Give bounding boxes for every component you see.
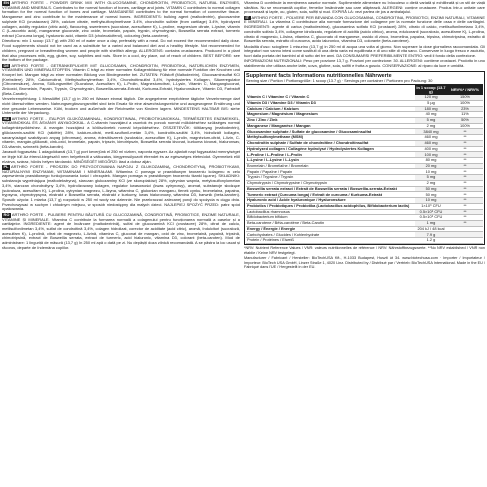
- ingredient-name: L-Proline / L-Proline / L-Prolin: [246, 152, 415, 158]
- ingredient-name: Papain / Papaïne / Papain: [246, 169, 415, 175]
- label-paragraph: [244, 59, 485, 68]
- ingredient-name: Chondroitin sulphate / Sulfate de chondroïtine / Chondroitinsulfat: [246, 140, 415, 146]
- amount-per-scoop: 2 mg: [415, 123, 447, 129]
- ingredient-name: Glucosamine sulphate / Sulfate de glucosamine / Glucosaminsulfat: [246, 129, 415, 135]
- amount-per-scoop: 7.9 g: [415, 232, 447, 238]
- language-tag: IT: [245, 14, 249, 20]
- ingredient-name: Bifidobacterium bifidum: [246, 215, 415, 221]
- supplement-facts-table: [246, 85, 483, 243]
- header-per-scoop: in 1 scoop (13.7 g): [416, 84, 446, 95]
- amount-per-scoop: 5 mg: [415, 175, 447, 181]
- nrv-percent: **: [447, 209, 483, 215]
- nrv-percent: **: [447, 135, 483, 141]
- ingredient-name: Probiotics / Probiotiques / Probiotika (Lactobacillus acidophilus, Bifidobacterium lactis): [246, 203, 415, 209]
- language-tag: PL: [3, 164, 9, 169]
- paragraph-text: ARTHRO FORTE - POWDER DRINK MIX WITH GLUCOSAMINE, CHONDROITIN, PROBIOTICS, NATURAL ENZYMES, VITAMINS AND MINERALS. Contributes to the normal function of bones, cartilage and joints. VITAMIN C contributes to normal collagen formation for the normal function of bones and cartilage. MANGANESE contributes to the normal formation of connective tissue. Manganese and zinc contribute to the maintenance of normal bones. INGREDIENTS: bulking agent (maltodextrin), glucosamine sulphate KCl (crustacean) 28%, calcium citrate, methylsulfonylmethane 3.4%, chondroitin sulfate (from cartilage) 3.4%, hydrolyzed collagen, acidity regulator (citric acid), flavouring, sweeteners (sucralose, acesulfame K), L-proline, magnesium citrate, L-lysine, vitamin C (L-ascorbic acid), manganese gluconate, zinc oxide, bromelain, papain, trypsin, chymotrypsin, Boswellia serrata extract, turmeric extract (Curcuma longa), hyaluronic acid, vitamin D3 (cholecalciferol), colouring (beta-carotene).: [2, 1, 240, 39]
- ingredient-name: Lactobacillus rhamnosus: [246, 209, 415, 215]
- nrv-percent: **: [447, 215, 483, 221]
- header-nrv: NRV%* / NRV%: [447, 85, 483, 95]
- right-text-column: [244, 1, 485, 485]
- nrv-percent: **: [447, 169, 483, 175]
- table-row: [246, 238, 483, 244]
- ingredient-name: Trypsin / Trypsine / Trypsin: [246, 175, 415, 181]
- language-tag: HU: [3, 115, 10, 121]
- ingredient-name: Turmeric extract (Curcuma longa) / Extrait de curcuma / Kurkuma-Extrakt: [246, 192, 415, 198]
- amount-per-scoop: 100 mg: [415, 152, 447, 158]
- ingredient-name: Calcium / Calcium / Kalzium: [246, 106, 415, 112]
- label-paragraph: [244, 1, 485, 15]
- nrv-percent: **: [447, 140, 483, 146]
- amount-per-scoop: 204 kJ / 48 kcal: [415, 226, 447, 232]
- nrv-percent: **: [447, 175, 483, 181]
- amount-per-scoop: 0.5×10⁹ CFU: [415, 215, 447, 221]
- amount-per-scoop: 10 mg: [415, 198, 447, 204]
- nrv-percent: 23%: [447, 106, 483, 112]
- ingredient-name: Protein / Protéines / Eiweiß: [246, 238, 415, 244]
- nrv-percent: **: [447, 129, 483, 135]
- amount-per-scoop: 1.2 g: [415, 238, 447, 244]
- paragraph-text: Javasolt fogyasztás: 1 adagolókanál (13,7 g) port keverjünk el 250 ml vízben, naponta egyszer. Az ajánlott napi fogyasztási mennyiséget ne lépje túl! Az étrend-kiegészítő nem helyettesíti a változatos, kiegyensúlyozott étrendet és az egészséges életmódot. Gyermekek elől elzárva, száraz, hűvös helyen tárolandó. MINŐSÉGÉT MEGŐRZI: lásd a doboz alján.: [2, 149, 240, 164]
- nrv-percent: **: [447, 220, 483, 226]
- supplement-facts-title: Supplement facts Informations nutritionnelles Nährwerte: [246, 72, 392, 79]
- nrv-percent: **: [447, 146, 483, 152]
- label-paragraph: [2, 213, 240, 251]
- amount-per-scoop: 40 mg: [415, 112, 447, 118]
- amount-per-scoop: 3840 mg: [415, 129, 447, 135]
- amount-per-scoop: 5 mg: [415, 118, 447, 124]
- ingredient-name: Bromelain / Bromélaïne / Bromelain: [246, 163, 415, 169]
- ingredient-name: Hydrolyzed collagen / Collagène hydrolysé / Hydrolysiertes Kollagen: [246, 146, 415, 152]
- amount-per-scoop: 460 mg: [415, 140, 447, 146]
- nrv-percent: **: [447, 152, 483, 158]
- amount-per-scoop: 10 mg: [415, 169, 447, 175]
- right-paragraphs: [244, 1, 485, 69]
- nrv-percent: **: [447, 203, 483, 209]
- ingredient-name: Vitamin D3 / Vitamine D3 / Vitamin D3: [246, 100, 415, 106]
- nrv-percent: **: [447, 158, 483, 164]
- ingredient-name: Carbohydrates / Glucides / Kohlenhydrate: [246, 232, 415, 238]
- label-paragraph: [2, 64, 240, 97]
- language-tag: EN: [3, 1, 9, 5]
- nrv-percent: 100%: [447, 123, 483, 129]
- paragraph-text: Verzehrempfehlung: 1 Messlöffel (13,7 g) in 250 ml Wasser einmal täglich. Die angegebene empfohlene tägliche Verzehrmenge darf nicht überschritten werden. Nahrungsergänzungsmittel sind kein Ersatz für eine abwechslungsreiche und ausgewogene Ernährung und eine gesunde Lebensweise. Kühl, trocken und außerhalb der Reichweite von Kindern lagern. MINDESTENS HALTBAR BIS: siehe Unterseite der Verpackung.: [2, 96, 240, 116]
- paragraph-text: ARTHRO FORTE - PROSZEK DO PRZYGOTOWANIA NAPOJU Z GLUKOZAMINĄ, CHONDROITYNĄ, PROBIOTYKAMI, NATURALNYMI ENZYMAMI, WITAMINAMI I MINERAŁAMI. Witamina C pomaga w prawidłowym tworzeniu kolagenu w celu zapewnienia prawidłowego funkcjonowania kości i chrząstek. Mangan pomaga w prawidłowym tworzeniu tkanki łącznej. SKŁADNIKI: substancja wypełniająca (maltodekstryna), siarczan glukozaminy KCl (ze skorupiaków) 28%, cytrynian wapnia, metylosulfonylometan 3,4%, siarczan chondroityny 3,4%, hydrolizowany kolagen, regulator kwasowości (kwas cytrynowy), aromat, substancje słodzące (sukraloza, acesulfam K), L-prolina, cytrynian magnezu, L-lizyna, witamina C, glukonian manganu, tlenek cynku, bromelaina, papaina, trypsyna, chymotrypsyna, ekstrakt z Boswellia serrata, ekstrakt z kurkumy, kwas hialuronowy, witamina D3, barwnik (beta-karoten). Sposób użycia: 1 miarka (13,7 g) rozpuścić w 250 ml wody raz dziennie. Nie przekraczać zalecanej porcji do spożycia w ciągu dnia. Przechowywać w suchym i chłodnym miejscu, w sposób niedostępny dla małych dzieci. NAJLEPIEJ SPOŻYĆ PRZED: patrz spód opakowania.: [2, 164, 240, 212]
- amount-per-scoop: 5 µg: [415, 100, 447, 106]
- nrv-percent: **: [447, 163, 483, 169]
- paragraph-text: Vitamina D contribuie la menținerea oaselor normale. Suplimentele alimentare nu înlocuiesc o dietă variată și echilibrată și un stil de viață sănătos. Nu se recomandă copiilor, femeilor însărcinate sau care alăptează. ALERGENI: conține crustacee. Produs într-o unitate care procesează și lapte, ou, gluten, soia, sulfiți și nuci. EXPIRĂ LA: vezi partea de jos a ambalajului.: [244, 1, 485, 15]
- label-paragraph: [2, 165, 240, 212]
- left-text-column: [2, 1, 240, 485]
- nrv-percent: 150%: [447, 95, 483, 100]
- ingredient-name: L-Lysine / L-Lysine / L-Lysin: [246, 158, 415, 164]
- amount-per-scoop: 460 mg: [415, 135, 447, 141]
- paragraph-text: Modalità d'uso: sciogliere 1 misurino (13,7 g) in 250 ml di acqua una volta al giorno. Non superare la dose giornaliera raccomandata. Gli integratori non vanno intesi come sostituti di una dieta varia ed equilibrata e di uno stile di vita sano. Conservare in luogo fresco e asciutto, fuori dalla portata dei bambini al di sotto dei tre anni. DA CONSUMARSI PREFERIBILMENTE ENTRO: vedi il fondo della confezione.: [244, 43, 485, 59]
- nrv-percent: 11%: [447, 112, 483, 118]
- ingredient-name: Hyaluronic acid / Acide hyaluronique / Hyaluronsäure: [246, 198, 415, 204]
- paragraph-text: ARTHRO FORTE - PULBERE PENTRU BĂUTURĂ CU GLUCOZAMINĂ, CONDROITINĂ, PROBIOTICE, ENZIME NATURALE, VITAMINE ȘI MINERALE. Vitamina C contribuie la formarea normală a colagenului pentru funcționarea normală a oaselor și a cartilajelor. INGREDIENTE: agent de încărcare (maltodextrină), sulfat de glucozamină KCl (crustacee) 28%, citrat de calciu, metilsulfonilmetan 3,4%, sulfat de condroitină 3,4%, colagen hidrolizat, corector de aciditate (acid citric), aromă, îndulcitori (sucraloză, acesulfam K), L-prolină, citrat de magneziu, L-lizină, vitamina C, gluconat de mangan, oxid de zinc, bromelaină, papaină, tripsină, chimotripsină, extract de Boswellia serrata, extract de turmeric, acid hialuronic, vitamina D3, colorant (beta-caroten). Mod de administrare: 1 linguriță de măsură (13,7 g) în 250 ml apă o dată pe zi. Nu depășiți doza zilnică recomandată. A se păstra la loc uscat și răcoros, departe de îndemâna copiilor.: [2, 211, 240, 250]
- label-paragraph: [2, 117, 240, 150]
- nrv-percent: **: [447, 186, 483, 192]
- label-paragraph: [244, 16, 485, 44]
- amount-per-scoop: 1×10⁹ CFU: [415, 203, 447, 209]
- amount-per-scoop: 120 mg: [415, 95, 447, 100]
- nrv-percent: **: [447, 180, 483, 186]
- amount-per-scoop: 0.5×10⁹ CFU: [415, 209, 447, 215]
- paragraph-text: ARTHRO FORTE - POLVERE PER BEVANDA CON GLUCOSAMINA, CONDROITINA, PROBIOTICI, ENZIMI NATURALI, VITAMINE E MINERALI. La vitamina C contribuisce alla normale formazione del collagene per la normale funzione delle ossa e delle cartilagini. INGREDIENTI: agente di carica (maltodestrina), glucosamina solfato KCl (crostacei) 28%, citrato di calcio, metilsulfonilmetano 3,4%, condroitin solfato 3,4%, collagene idrolizzato, regolatore di acidità (acido citrico), aroma, edulcoranti (sucralosio, acesulfame K), L-prolina, citrato di magnesio, L-lisina, vitamina C, gluconato di manganese, ossido di zinco, bromelina, papaina, tripsina, chimotripsina, estratto di Boswellia serrata, estratto di curcuma, acido ialuronico, vitamina D3, colorante (beta-carotene).: [244, 14, 485, 44]
- ingredient-name: Magnesium / Magnésium / Magnesium: [246, 112, 415, 118]
- language-tag: RO: [3, 211, 10, 217]
- supplement-facts-panel: [244, 71, 485, 245]
- amount-per-scoop: 180 mg: [415, 106, 447, 112]
- manufacturer-info: Manufacturer / Fabricant / Hersteller: BioTechUSA Kft., H-1033 Budapest, Huszti út 34. www.biotechusa.com · Importer / Importateur / Importeur: BioTech USA GmbH, Linzer Straße 1, 4020 Linz. Distributed by / Distribué par / Vertrieb: BioTechUSA International. Made in the EU / Fabriqué dans l'UE / Hergestellt in der EU.: [244, 256, 485, 270]
- paragraph-text: ARTHRO FORTE - GETRÄNKEPULVER MIT GLUCOSAMIN, CHONDROITIN, PROBIOTIKA, NATÜRLICHEN ENZYMEN, VITAMINEN UND MINERALSTOFFEN. Vitamin C trägt zu einer normalen Kollagenbildung für eine normale Funktion der Knochen und Knorpel bei. Mangan trägt zu einer normalen Bildung von Bindegewebe bei. ZUTATEN: Füllstoff (Maltodextrin), Glucosaminsulfat KCl (Krebstiere) 28%, Calciumcitrat, Methylsulfonylmethan 3,4%, Chondroitinsulfat 3,4%, hydrolysiertes Kollagen, Säureregulator (Citronensäure), Aroma, Süßungsmittel (Sucralose, Acesulfam K), L-Prolin, Magnesiumcitrat, L-Lysin, Vitamin C, Mangangluconat, Zinkoxid, Bromelain, Papain, Trypsin, Chymotrypsin, Boswellia-serrata-Extrakt, Kurkuma-Extrakt, Hyaluronsäure, Vitamin D3, Farbstoff (Beta-Carotin).: [2, 62, 240, 96]
- nrv-percent: **: [447, 198, 483, 204]
- supplement-facts-footnote: *NRV: Nutrient Reference Values / VNR: valeurs nutritionnelles de référence / NRV: Nährstoffbezugswerte. **No NRV established / VNR non établie / Keine NRV festgelegt.: [244, 246, 485, 255]
- amount-per-scoop: 1 mg: [415, 220, 447, 226]
- amount-per-scoop: 20 mg: [415, 163, 447, 169]
- supplement-facts-body: [246, 95, 483, 243]
- amount-per-scoop: 50 mg: [415, 192, 447, 198]
- nrv-percent: 100%: [447, 100, 483, 106]
- amount-per-scoop: 400 mg: [415, 146, 447, 152]
- paragraph-text: INFORMAZIONI NUTRIZIONALI: Peso per porzione 13,7 g. Porzioni per confezione: 30. ALLERGENI: contiene crostacei. Prodotto in uno stabilimento che utilizza anche latte, uova, glutine, soia, solfiti e frutta a guscio. CONSERVAZIONE: al riparo da luce e umidità.: [244, 58, 485, 69]
- language-tag: DE: [3, 62, 9, 68]
- ingredient-name: Boswellia serrata extract / Extrait de Boswellia serrata / Boswellia-serrata-Extrakt: [246, 186, 415, 192]
- paragraph-text: Directions: mix 1 scoop (13.7 g) with 250 ml of water once a day, preferably with a meal. Do not exceed the recommended daily dose. Food supplements should not be used as a substitute for a varied and balanced diet and a healthy lifestyle. Not recommended for children, pregnant or breastfeeding women and people with shellfish allergy. ALLERGENS: contains crustaceans. Produced in a plant that also processes milk, egg, gluten, soy, sulphites and nuts. Store in a cool, dry place, out of reach of children. BEST BEFORE: see the bottom of the package.: [2, 38, 240, 63]
- label-paragraph: [2, 39, 240, 63]
- label-paragraph: [244, 45, 485, 59]
- nrv-percent: 50%: [447, 118, 483, 124]
- ingredient-name: Manganese / Manganèse / Mangan: [246, 123, 415, 129]
- ingredient-name: Energy / Énergie / Energie: [246, 226, 415, 232]
- ingredient-name: Beta-carotene / Bêta-carotène / Beta-Carotin: [246, 220, 415, 226]
- amount-per-scoop: 80 mg: [415, 158, 447, 164]
- label-paragraph: [2, 1, 240, 39]
- amount-per-scoop: 50 mg: [415, 186, 447, 192]
- nrv-percent: [447, 238, 483, 244]
- ingredient-name: Zinc / Zinc / Zink: [246, 118, 415, 124]
- label-paragraph: [2, 97, 240, 116]
- paragraph-text: ARTHRO FORTE - ITALPOR GLÜKÓZAMINNAL, KONDROITINNAL, PROBIOTIKUMOKKAL, TERMÉSZETES ENZIMEKKEL, VITAMINOKKAL ÉS ÁSVÁNYI ANYAGOKKAL. A C-vitamin hozzájárul a csontok és porcok normál működéséhez szükséges normál kollagénképződéshez. A mangán hozzájárul a kötőszövetek normál képződéséhez. ÖSSZETEVŐK: töltőanyag (maltodextrin), glükózamin-szulfát KCl (rákféle) 28%, kalcium-citrát, metil-szulfonil-metán 3,4%, kondroitin-szulfát 3,4%, hidrolizált kollagén, savanyúságot szabályozó anyag (citromsav), aroma, édesítőszerek (szukralóz, aceszulfám K), L-prolin, magnézium-citrát, L-lizin, C-vitamin, mangán-glükonát, cink-oxid, bromelain, papain, tripszin, kimotripszin, Boswellia serrata kivonat, kurkuma kivonat, hialuronsav, D3-vitamin, színezék (béta-karotin).: [2, 115, 240, 149]
- label-paragraph: [2, 150, 240, 164]
- supplement-facts-subtitle: Serving size / Portion / Portionsgröße: 1 scoop (13.7 g) · Servings per container / Portionen pro Packung: 30: [246, 79, 483, 86]
- nrv-percent: **: [447, 192, 483, 198]
- ingredient-name: Methylsulfonylmethane (MSM): [246, 135, 415, 141]
- amount-per-scoop: 2 mg: [415, 180, 447, 186]
- ingredient-name: Chymotrypsin / Chymotrypsine / Chymotrypsin: [246, 180, 415, 186]
- ingredient-name: Vitamin C / Vitamine C / Vitamin C: [246, 95, 415, 100]
